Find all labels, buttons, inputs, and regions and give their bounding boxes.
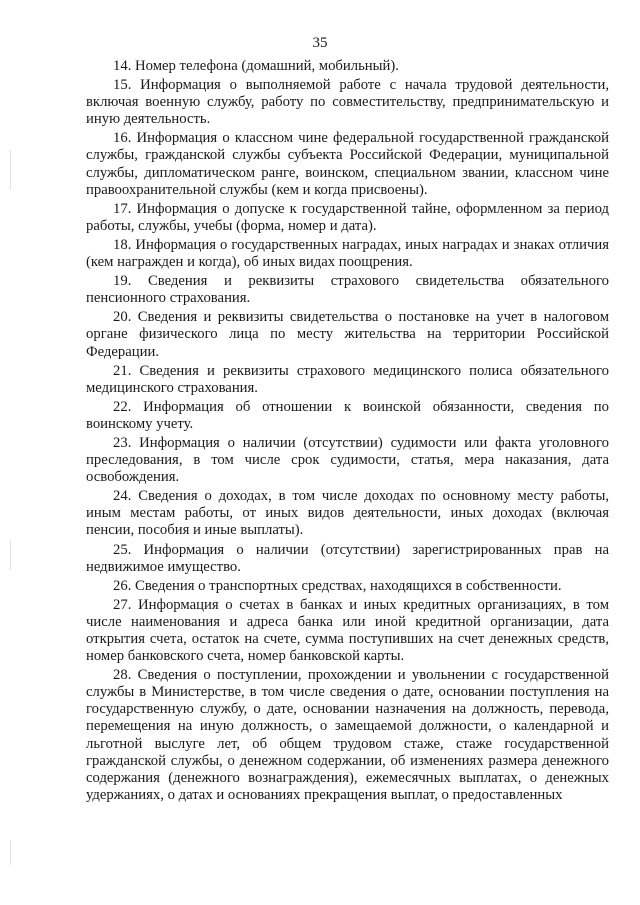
list-item: 18. Информация о государственных наградах, иных наградах и знаках отличия (кем награжден и когда), об иных видах поощрения. [86, 236, 609, 271]
list-item: 28. Сведения о поступлении, прохождении и увольнении с государственной службы в Министерстве, в том числе сведения о дате, основании поступления на государственную службу, о дате, основании назначения на должность, перевода, перемещения на иную должность, о замещаемой должности, о календарной и льготной выслуге лет, об общем трудовом стаже, стаже государственной гражданской службы, о денежном содержании, об изменениях размера денежного содержания (денежного вознаграждения), ежемесячных выплатах, о денежных удержаниях, о датах и основаниях прекращения выплат, о предоставленных [86, 667, 609, 803]
page-number: 35 [312, 35, 328, 51]
list-item: 26. Сведения о транспортных средствах, находящихся в собственности. [113, 577, 562, 594]
list-item: 22. Информация об отношении к воинской обязанности, сведения по воинскому учету. [86, 398, 609, 432]
list-item: 17. Информация о допуске к государственной тайне, оформленном за период работы, службы, учебы (форма, номер и дата). [86, 200, 609, 234]
list-item: 27. Информация о счетах в банках и иных кредитных организациях, в том числе наименования и адреса банка или иной кредитной организации, дата открытия счета, остаток на счете, сумма поступивших на счет денежных средств, номер банковского счета, номер банковской карты. [86, 596, 609, 665]
scan-margin-mark [10, 840, 11, 865]
document-body [86, 58, 609, 804]
list-item: 21. Сведения и реквизиты страхового медицинского полиса обязательного медицинского страхования. [86, 362, 609, 396]
list-item: 14. Номер телефона (домашний, мобильный). [113, 58, 399, 74]
list-item: 16. Информация о классном чине федеральной государственной гражданской службы, гражданской службы субъекта Российской Федерации, муниципальной службы, дипломатическом ранге, воинском, специальном звании, классном чине правоохранительной службы (кем и когда присвоены). [86, 130, 609, 198]
list-item: 20. Сведения и реквизиты свидетельства о постановке на учет в налоговом органе физического лица по месту жительства на территории Российской Федерации. [86, 309, 609, 360]
list-item: 15. Информация о выполняемой работе с начала трудовой деятельности, включая военную службу, работу по совместительству, предпринимательскую и иную деятельность. [86, 77, 609, 128]
list-item: 19. Сведения и реквизиты страхового свидетельства обязательного пенсионного страхования. [86, 273, 609, 307]
scan-margin-mark [10, 540, 11, 570]
list-item: 23. Информация о наличии (отсутствии) судимости или факта уголовного преследования, в том числе срок судимости, статья, мера наказания, дата освобождения. [86, 434, 609, 486]
list-item: 24. Сведения о доходах, в том числе доходах по основному месту работы, иным местам работы, от иных видов деятельности, иных доходах (включая пенсии, пособия и иные выплаты). [86, 488, 609, 539]
list-item: 25. Информация о наличии (отсутствии) зарегистрированных прав на недвижимое имущество. [86, 541, 609, 575]
scan-margin-mark [10, 150, 11, 190]
